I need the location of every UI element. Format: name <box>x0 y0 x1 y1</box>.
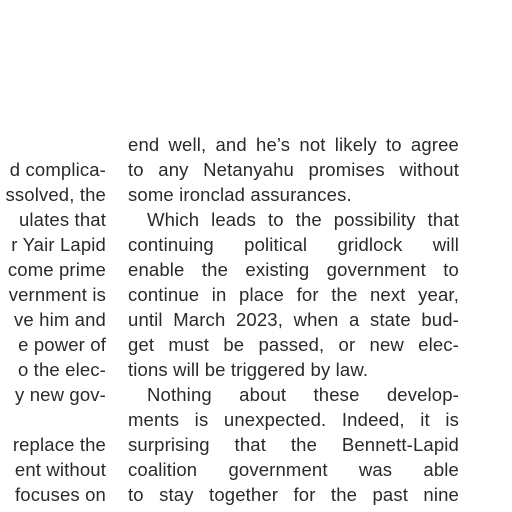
right-column-line: some ironclad assurances. <box>128 184 352 205</box>
right-column-line: continue in place for the next year, <box>128 284 459 305</box>
left-column-line: focuses on <box>15 484 106 505</box>
right-column-line: surprising that the Bennett-Lapid <box>128 434 459 455</box>
right-column-line: ments is unexpected. Indeed, it is <box>128 409 459 430</box>
right-column-line: end well, and he’s not likely to agree <box>128 134 459 155</box>
left-column-line: e power of <box>18 334 106 355</box>
right-column-line: tions will be triggered by law. <box>128 359 369 380</box>
left-column-line: r Yair Lapid <box>11 234 106 255</box>
right-column-line: until March 2023, when a state bud- <box>128 309 459 330</box>
right-column-paragraph-start: Nothing about these develop- <box>147 384 459 405</box>
right-column-line: enable the existing government to <box>128 259 459 280</box>
left-column-line: y new gov- <box>15 384 106 405</box>
right-column-line: to any Netanyahu promises without <box>128 159 459 180</box>
left-column-line: d complica- <box>9 159 106 180</box>
left-column-line: vernment is <box>8 284 106 305</box>
left-column-line: ent without <box>14 459 106 480</box>
left-column-line: ssolved, the <box>5 184 106 205</box>
right-column-line: get must be passed, or new elec- <box>128 334 459 355</box>
left-column-line: come prime <box>7 259 106 280</box>
right-column-line: continuing political gridlock will <box>128 234 459 255</box>
right-column-paragraph-start: Which leads to the possibility that <box>147 209 459 230</box>
left-column-line: ulates that <box>18 209 106 230</box>
left-column-line: o the elec- <box>17 359 106 380</box>
left-column-line: ve him and <box>14 309 106 330</box>
right-column-line: to stay together for the past nine <box>128 484 459 505</box>
right-column-line: coalition government was able <box>128 459 459 480</box>
left-column-line: replace the <box>12 434 106 455</box>
